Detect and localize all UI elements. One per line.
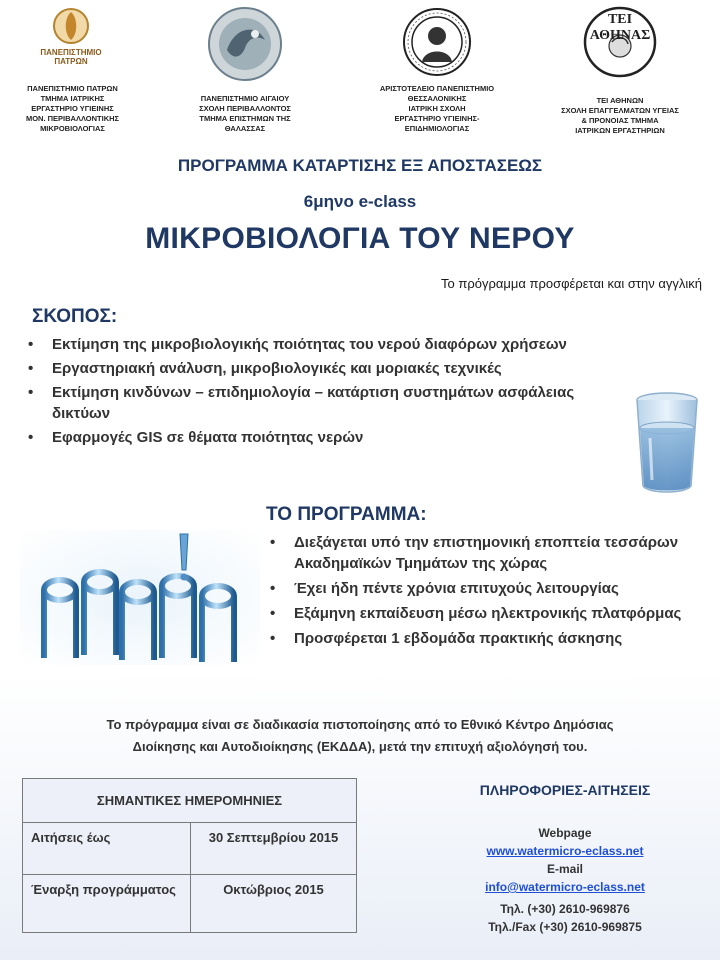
purpose-title: ΣΚΟΠΟΣ: [32, 306, 118, 327]
list-item: • Εκτίμηση κινδύνων – επιδημιολογία – κατάρτιση συστημάτων ασφάλειας δικτύων [22, 382, 612, 424]
caption-line: ΠΑΝΕΠΙΣΤΗΜΙΟ ΠΑΤΡΩΝ [27, 84, 118, 93]
certification-paragraph [0, 714, 720, 758]
aristotle-university-seal [402, 6, 472, 78]
list-item: • Εργαστηριακή ανάλυση, μικροβιολογικές και μοριακές τεχνικές [22, 358, 622, 379]
date-label: Αιτήσεις έως [23, 823, 191, 875]
date-value: Οκτώβριος 2015 [191, 875, 357, 933]
table-row [23, 823, 357, 875]
caption-line: ΘΕΣΣΑΛΟΝΙΚΗΣ [407, 94, 467, 103]
caption-line: ΜΙΚΡΟΒΙΟΛΟΓΙΑΣ [40, 124, 105, 133]
phone-number: Τηλ. (+30) 2610-969876 [500, 902, 630, 916]
tei-logo-text: ΤΕΙ ΑΘΗΝΑΣ [589, 12, 651, 43]
program-type-heading: ΠΡΟΓΡΑΜΜΑ ΚΑΤΑΡΤΙΣΗΣ ΕΞ ΑΠΟΣΤΑΣΕΩΣ [177, 156, 543, 175]
caption-line: ΤΜΗΜΑ ΕΠΙΣΤΗΜΩΝ ΤΗΣ [199, 114, 291, 123]
university-of-aegean-logo [205, 6, 285, 82]
caption-line: ΤΜΗΜΑ ΙΑΤΡΙΚΗΣ [40, 94, 105, 103]
caption-line: ΜΟΝ. ΠΕΡΙΒΑΛΛΟΝΤΙΚΗΣ [25, 114, 120, 123]
caption-line: ΕΡΓΑΣΤΗΡΙΟ ΥΓΙΕΙΝΗΣ- ΕΠΙΔΗΜΙΟΛΟΓΙΑΣ [394, 114, 480, 133]
caption-line: ΙΑΤΡΙΚΩΝ ΕΡΓΑΣΤΗΡΙΩΝ [575, 126, 665, 135]
english-availability-note: Το πρόγραμμα προσφέρεται και στην αγγλική [441, 276, 702, 291]
caption-line: ΣΧΟΛΗ ΕΠΑΓΓΕΛΜΑΤΩΝ ΥΓΕΙΑΣ [561, 106, 679, 115]
patras-logo-text: ΠΑΝΕΠΙΣΤΗΜΙΟ ΠΑΤΡΩΝ [40, 48, 102, 66]
list-item: • Διεξάγεται υπό την επιστημονική εποπτεία τεσσάρων Ακαδημαϊκών Τμημάτων της χώρας [264, 532, 714, 574]
institution-caption-aristotle [362, 84, 512, 134]
table-row [23, 875, 357, 933]
water-glass-image [628, 388, 706, 498]
purpose-list [22, 334, 622, 451]
caption-line: ΕΡΓΑΣΤΗΡΙΟ ΥΓΙΕΙΝΗΣ [31, 104, 114, 113]
email-link[interactable]: info@watermicro-eclass.net [485, 880, 645, 894]
list-item: • Εκτίμηση της μικροβιολογικής ποιότητας του νερού διαφόρων χρήσεων [22, 334, 622, 355]
list-item: • Έχει ήδη πέντε χρόνια επιτυχούς λειτουργίας [264, 578, 714, 599]
caption-line: ΙΑΤΡΙΚΗ ΣΧΟΛΗ [408, 104, 466, 113]
contact-title: ΠΛΗΡΟΦΟΡΙΕΣ-ΑΙΤΗΣΕΙΣ [479, 782, 651, 798]
institution-caption-tei [545, 96, 695, 136]
certification-line: Διοίκησης και Αυτοδιοίκησης (ΕΚΔΔΑ), μετά την επιτυχή αξιολόγησή του. [132, 739, 588, 754]
institution-caption-aegean [180, 94, 310, 134]
fax-number: Τηλ./Fax (+30) 2610-969875 [488, 920, 642, 934]
caption-line: ΘΑΛΑΣΣΑΣ [224, 124, 266, 133]
webpage-link-wrapper [440, 844, 690, 858]
dates-table-header: ΣΗΜΑΝΤΙΚΕΣ ΗΜΕΡΟΜΗΝΙΕΣ [23, 779, 357, 823]
program-title: ΤΟ ΠΡΟΓΡΑΜΜΑ: [266, 504, 427, 525]
list-item: • Εξάμηνη εκπαίδευση μέσω ηλεκτρονικής πλατφόρμας [264, 603, 684, 624]
program-duration-heading: 6μηνο e-class [303, 192, 417, 211]
tei-athens-logo [582, 6, 658, 80]
list-item: • Εφαρμογές GIS σε θέματα ποιότητας νερών [22, 427, 622, 448]
certification-line: Το πρόγραμμα είναι σε διαδικασία πιστοποίησης από το Εθνικό Κέντρο Δημόσιας [106, 717, 614, 732]
list-item: • Προσφέρεται 1 εβδομάδα πρακτικής άσκησης [264, 628, 714, 649]
caption-line: & ΠΡΟΝΟΙΑΣ ΤΜΗΜΑ [581, 116, 659, 125]
test-tubes-image [20, 530, 260, 665]
program-list [264, 532, 714, 652]
caption-line: ΣΧΟΛΗ ΠΕΡΙΒΑΛΛΟΝΤΟΣ [199, 104, 291, 113]
caption-line: ΑΡΙΣΤΟΤΕΛΕΙΟ ΠΑΝΕΠΙΣΤΗΜΙΟ [379, 84, 495, 93]
institution-caption-patras [10, 84, 135, 134]
university-of-patras-logo [34, 6, 108, 68]
caption-line: ΤΕΙ ΑΘΗΝΩΝ [596, 96, 644, 105]
date-label: Έναρξη προγράμματος [23, 875, 191, 933]
webpage-link[interactable]: www.watermicro-eclass.net [486, 844, 644, 858]
webpage-label: Webpage [538, 826, 592, 840]
email-label: E-mail [546, 862, 583, 876]
email-link-wrapper [440, 880, 690, 894]
important-dates-table [22, 778, 357, 933]
page-title: ΜΙΚΡΟΒΙΟΛΟΓΙΑ ΤΟΥ ΝΕΡΟΥ [145, 222, 575, 255]
caption-line: ΠΑΝΕΠΙΣΤΗΜΙΟ ΑΙΓΑΙΟΥ [200, 94, 290, 103]
date-value: 30 Σεπτεμβρίου 2015 [191, 823, 357, 875]
